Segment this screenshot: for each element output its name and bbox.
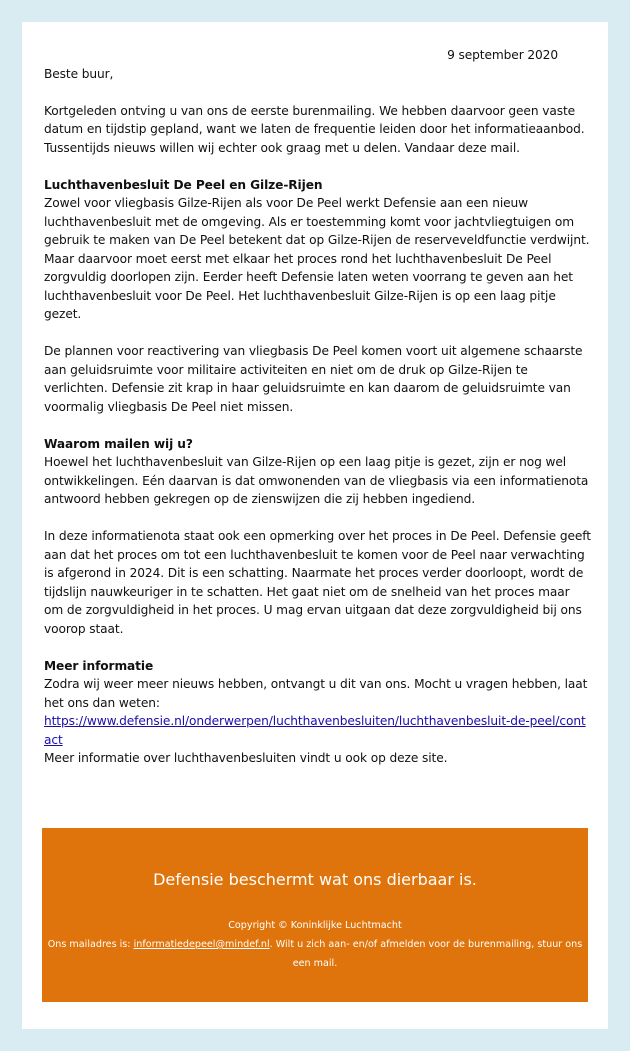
section-heading-meer-informatie: Meer informatie	[44, 658, 154, 673]
section-paragraph: Meer informatie over luchthavenbesluiten vindt u ook op deze site.	[44, 751, 448, 765]
footer-banner	[42, 828, 588, 1002]
letter-content	[44, 46, 592, 768]
email-body	[22, 22, 608, 1029]
contact-link[interactable]: https://www.defensie.nl/onderwerpen/luchthavenbesluiten/luchthavenbesluit-de-peel/contact	[44, 714, 586, 747]
intro-paragraph: Kortgeleden ontving u van ons de eerste burenmailing. We hebben daarvoor geen vaste datum en tijdstip gepland, want we laten de frequentie leiden door het informatieaanbod. Tussentijds nieuws willen wij echter ook graag met u delen. Vandaar deze mail.	[44, 103, 585, 155]
section-paragraph: Hoewel het luchthavenbesluit van Gilze-Rijen op een laag pitje is gezet, zijn er nog wel ontwikkelingen. Eén daarvan is dat omwonenden van de vliegbasis via een informatienota antwoord hebben gekregen op de zienswijzen die zij hebben ingediend.	[44, 455, 589, 506]
mail-prefix: Ons mailadres is:	[47, 939, 134, 950]
section-paragraph: De plannen voor reactivering van vliegbasis De Peel komen voort uit algemene schaarste aan geluidsruimte voor militaire activiteiten en niet om de druk op Gilze-Rijen te verlichten. Defensie zit krap in haar geluidsruimte en kan daarom de geluidsruimte van voormalig vliegbasis De Peel niet missen.	[44, 344, 583, 414]
letter-date: 9 september 2020	[447, 48, 558, 62]
section-paragraph: In deze informatienota staat ook een opmerking over het proces in De Peel. Defensie geeft aan dat het proces om tot een luchthavenbesluit te komen voor de Peel naar verwachting is afgerond in 2024. Dit is een schatting. Naarmate het proces verder doorloopt, wordt de tijdslijn nauwkeuriger in te schatten. Het gaat niet om de snelheid van het proces maar om de zorgvuldigheid in het proces. U mag ervan uitgaan dat deze zorgvuldigheid bij ons voorop staat.	[44, 529, 591, 636]
section-heading-waarom: Waarom mailen wij u?	[44, 436, 193, 451]
section-paragraph: Zowel voor vliegbasis Gilze-Rijen als voor De Peel werkt Defensie aan een nieuw luchthavenbesluit met de omgeving. Als er toestemming komt voor jachtvliegtuigen om gebruik te maken van De Peel betekent dat op Gilze-Rijen de reserveveldfunctie verdwijnt. Maar daarvoor moet eerst met elkaar het proces rond het luchthavenbesluit De Peel zorgvuldig doorlopen zijn. Eerder heeft Defensie laten weten voorrang te geven aan het luchthavenbesluit voor De Peel. Het luchthavenbesluit Gilze-Rijen is op een laag pitje gezet.	[44, 196, 590, 321]
greeting: Beste buur,	[44, 66, 114, 81]
footer-copyright: Copyright © Koninklijke Luchtmacht	[228, 920, 402, 931]
section-heading-luchthavenbesluit: Luchthavenbesluit De Peel en Gilze-Rijen	[44, 177, 323, 192]
section-paragraph: Zodra wij weer meer nieuws hebben, ontvangt u dit van ons. Mocht u vragen hebben, laat het ons dan weten:	[44, 677, 588, 710]
footer-slogan: Defensie beschermt wat ons dierbaar is.	[153, 870, 477, 889]
mail-link[interactable]: informatiedepeel@mindef.nl	[133, 939, 270, 950]
mail-suffix: . Wilt u zich aan- en/of afmelden voor de burenmailing, stuur ons een mail.	[269, 939, 583, 969]
footer-mail-line	[42, 935, 588, 973]
